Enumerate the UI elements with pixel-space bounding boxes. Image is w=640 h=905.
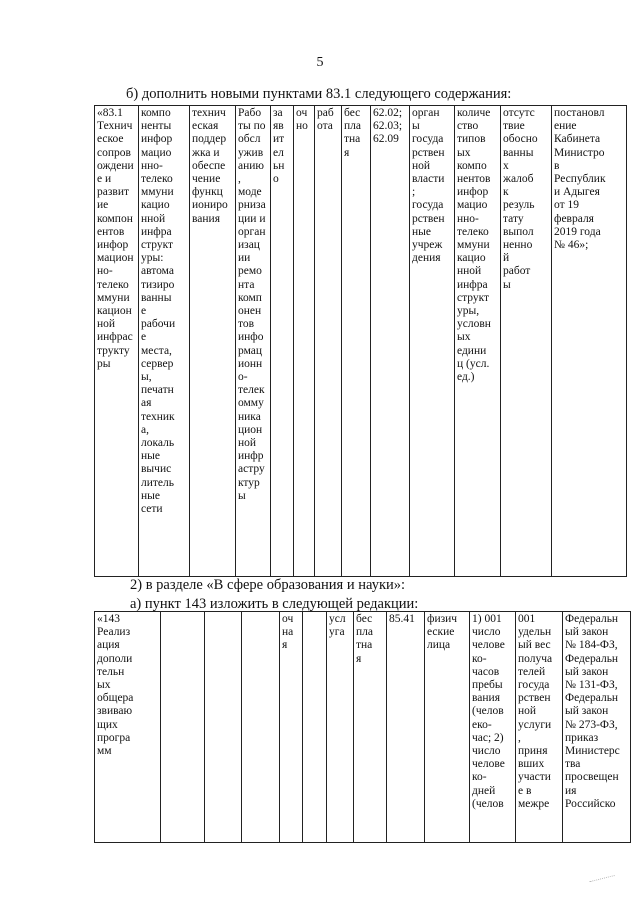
cell-type: усл уга [327, 612, 354, 843]
cell-form [303, 612, 327, 843]
amendment-paragraph-2: 2) в разделе «В сфере образования и науки»: [130, 577, 406, 593]
amendment-paragraph-a: а) пункт 143 изложить в следующей редакции: [130, 596, 419, 612]
cell-content [161, 612, 205, 843]
table-item-143 [94, 611, 631, 843]
cell-payment: бес пла тна я [342, 106, 371, 577]
cell-volume-indicator: 1) 001 число челове ко- часов пребы вания (челов еко- час; 2) число челове ко- дней (челов [470, 612, 516, 843]
scan-speck [589, 875, 616, 890]
cell-payment: бес пла тна я [354, 612, 387, 843]
cell-conditions [205, 612, 242, 843]
cell-okved-code: 62.02; 62.03; 62.09 [371, 106, 410, 577]
cell-okved-code: 85.41 [387, 612, 425, 843]
cell-works [242, 612, 280, 843]
cell-recipients: орган ы госуда рствен ной власти ; госуда рствен ные учреж дения [410, 106, 455, 577]
cell-quality-indicator: отсутс твие обосно ванны х жалоб к резуль тату выпол ненно й работ ы [501, 106, 552, 577]
cell-works: Рабо ты по обсл ужив анию , моде рниза ции и орган изац ии ремо нта комп онен тов инфо рмац ионн о- телек омму ника цион ной инфр астру ктур ы [236, 106, 271, 577]
page-number: 5 [316, 55, 324, 70]
cell-service-name: «143 Реализ ация дополи тельн ых общера звиваю щих програ мм [95, 612, 161, 843]
table-row [95, 612, 631, 843]
amendment-paragraph-b: б) дополнить новыми пунктами 83.1 следующего содержания: [126, 86, 512, 102]
cell-mode: за яв ит ел ьн о [271, 106, 294, 577]
cell-legal-basis: Федеральн ый закон № 184-ФЗ, Федеральн ый закон № 131-ФЗ, Федеральн ый закон № 273-ФЗ, приказ Министерс тва просвещен ия Российско [563, 612, 631, 843]
cell-mode: оч на я [280, 612, 303, 843]
table-row [95, 106, 627, 577]
cell-legal-basis: постановл ение Кабинета Министро в Республик и Адыгея от 19 февраля 2019 года № 46»; [552, 106, 627, 577]
cell-type: раб ота [315, 106, 342, 577]
cell-conditions: технич еская поддер жка и обеспе чение функц иониро вания [190, 106, 236, 577]
cell-service-name: «83.1 Технич еское сопров ождени е и развит ие компон ентов инфор мацион но- телеко ммуни кацион ной инфрас трукту ры [95, 106, 139, 577]
cell-recipients: физич еские лица [425, 612, 470, 843]
table-item-83-1 [94, 105, 627, 577]
cell-content: компо ненты инфор мацио нно- телеко ммуни кацио нной инфра структ уры: автома тизиро ванны е рабочи е места, сервер ы, печатн ая техник а, локаль ные вычис литель ные сети [139, 106, 190, 577]
cell-volume-indicator: количе ство типов ых компо нентов инфор мацио нно- телеко ммуни кацио нной инфра структ уры, условн ых едини ц (усл. ед.) [455, 106, 501, 577]
cell-form: оч но [294, 106, 315, 577]
cell-quality-indicator: 001 удельн ый вес получа телей госуда рствен ной услуги , приня вших участи е в межре [516, 612, 563, 843]
